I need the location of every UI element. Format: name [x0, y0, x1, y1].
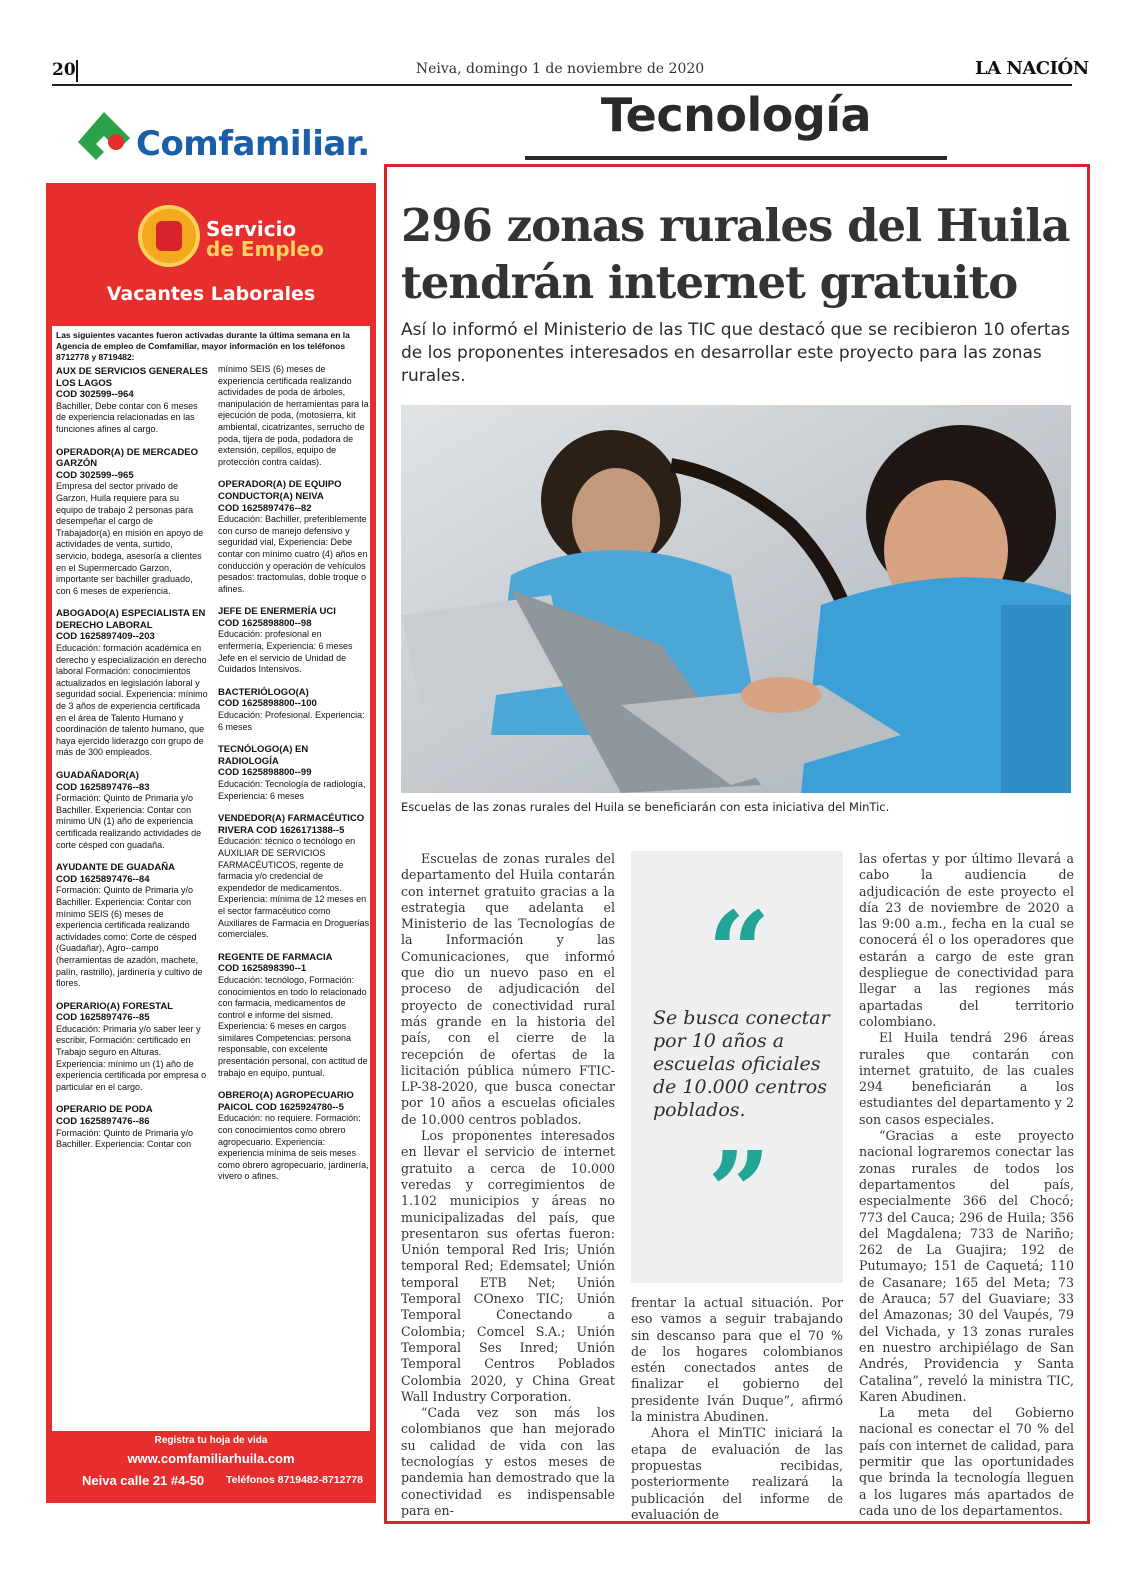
job-listing — [218, 687, 370, 733]
page-number-divider — [76, 60, 78, 82]
page-number: 20 — [52, 60, 76, 80]
job-description: Empresa del sector privado de Garzon, Huila requiere para su equipo de trabajo 2 personas para desempeñar el cargo de Trabajador(a) en misión en apoyo de actividades de venta, surtido, servicio, bodega, asesoría a clientes en el Supermercado Garzon, importante ser bachiller graduado, con 6 meses de experiencia. — [56, 481, 204, 596]
article-frame — [384, 164, 1090, 1524]
job-code: COD 302599--964 — [56, 389, 134, 401]
job-listing — [56, 1001, 208, 1094]
photo-caption: Escuelas de las zonas rurales del Huila se beneficiarán con esta iniciativa del MinTic. — [401, 800, 890, 814]
job-description: Educación: Tecnología de radiología, Experiencia: 6 meses — [218, 779, 366, 801]
pull-quote — [631, 851, 843, 1283]
job-code: COD 1625898800--99 — [218, 767, 312, 779]
job-title: OPERARIO(A) FORESTAL — [56, 1000, 173, 1012]
job-description: Educación: Profesional. Experiencia: 6 meses — [218, 710, 365, 732]
job-code: COD 1625898390--1 — [218, 963, 307, 975]
job-title: BACTERIÓLOGO(A) — [218, 686, 309, 698]
pull-quote-text: Se busca conectar por 10 años a escuelas oficiales de 10.000 centros poblados. — [653, 1007, 830, 1121]
ad-intro: Las siguientes vacantes fueron activadas durante la última semana en la Agencia de empleo de Comfamiliar, mayor información en los teléfonos 8712778 y 8719482: — [56, 330, 350, 362]
job-listing — [56, 770, 208, 851]
header-rule — [52, 84, 1072, 86]
job-code: COD 1625897476--82 — [218, 502, 312, 514]
section-rule — [525, 156, 947, 160]
job-code: COD 1625897476--83 — [56, 781, 150, 793]
job-listing — [218, 952, 370, 1080]
job-listing — [218, 364, 370, 468]
job-description: Formación: Quinto de Primaria y/o Bachiller. Experiencia: Contar con — [56, 1127, 194, 1150]
article-paragraph: Los proponentes interesados en llevar el servicio de internet gratuito a cerca de 10.000 veredas y corregimientos de 1.102 municipios y áreas no municipalizadas del país, que presentaron sus ofertas fueron: Unión temporal Red Iris; Unión temporal Red; Edemsatel; Unión temporal ETB Net; Unión Temporal COnexo TIC; Unión Temporal Conectando a Colombia; Comcel S.A.; Unión Temporal Ses Inred; Unión Temporal Centros Poblados Colombia 2020, y China Great Wall Industry Corporation. — [401, 1128, 615, 1404]
dateline: Neiva, domingo 1 de noviembre de 2020 — [415, 61, 705, 77]
job-description: Educación: profesional en enfermería, Experiencia: 6 meses Jefe en el servicio de Unidad de Cuidados Intensivos. — [218, 629, 353, 675]
job-listing — [218, 606, 370, 676]
job-code: COD 1625897476--85 — [56, 1012, 150, 1024]
comfamiliar-logo-icon — [74, 108, 134, 168]
masthead-logo: LA NACIÓN — [975, 58, 1089, 79]
job-listing — [56, 447, 208, 598]
job-vacancies-ad — [46, 183, 376, 1503]
job-description: Formación: Quinto de Primaria y/o Bachiller. Experiencia: Contar con mínimo SEIS (6) meses de experiencia certificada realizando actividades como: Corte de césped (Guadañar), Agro--campo (herramientas de azadón, machete, palín, rastrillo), jardinería y cultivo de flores. — [56, 885, 203, 989]
job-listing — [218, 744, 370, 802]
job-title: GUADAÑADOR(A) — [56, 770, 139, 781]
article-paragraph: frentar la actual situación. Por eso vamos a seguir trabajando sin descanso para que el 70 % de los hogares colombianos estén conectados antes de finalizar el gobierno del presidente Iván Duque”, afirmó la ministra Abudinen. — [631, 1295, 843, 1425]
job-title: ABOGADO(A) ESPECIALISTA EN DERECHO LABORAL — [56, 608, 206, 631]
article-column-2 — [631, 1295, 843, 1523]
job-listing — [218, 813, 370, 941]
article-paragraph: El Huila tendrá 296 áreas rurales que contarán con internet gratuito, de las cuales 294 beneficiarán a los estudiantes del departamento y 2 son casos especiales. — [859, 1030, 1074, 1127]
comfamiliar-logo-text: Comfamiliar. — [136, 124, 370, 164]
job-description: Bachiller, Debe contar con 6 meses de experiencia relacionadas en las funciones afines al cargo. — [56, 400, 198, 434]
job-title: TECNÓLOGO(A) EN RADIOLOGÍA — [218, 744, 309, 767]
ad-title: Vacantes Laborales — [106, 283, 316, 305]
job-code: COD 1625898800--98 — [218, 617, 312, 629]
article-column-3 — [859, 851, 1074, 1519]
job-code: COD 1625897476--86 — [56, 1116, 150, 1128]
job-description: Educación: Primaria y/o saber leer y escribir, Formación: certificado en Trabajo seguro en Alturas. Experiencia: mínimo un (1) año de experiencia certificada por empresa o particular en el cargo. — [56, 1023, 207, 1092]
job-title: OPERARIO DE PODA — [56, 1104, 153, 1116]
ad-body — [52, 326, 370, 1431]
ad-website-link[interactable]: www.comfamiliarhuila.com — [127, 1451, 295, 1466]
quote-open-icon: “ — [707, 887, 771, 1016]
job-description: Educación: no requiere. Formación: con conocimientos como obrero agropecuario. Experiencia: experiencia mínima de seis meses como obrero agropecuario, jardinería, vivero o afines. — [218, 1113, 369, 1182]
ad-service-label-2: de Empleo — [206, 237, 324, 261]
job-title: JEFE DE ENERMERÍA UCI — [218, 606, 336, 618]
job-code: COD 1625898800--100 — [218, 698, 317, 710]
job-title: REGENTE DE FARMACIA — [218, 951, 333, 963]
article-paragraph: “Cada vez son más los colombianos que han mejorado su calidad de vida con las tecnologías y estos meses de pandemia han demostrado que la conectividad es indispensable para en- — [401, 1405, 615, 1518]
job-description: mínimo SEIS (6) meses de experiencia certificada realizando actividades de poda de árboles, manipulación de herramientas para la ejecución de poda, (motosierra, kit ambiental, cicatrizantes, serrucho de poda, tijera de poda, podadora de extensión, cepillos, equipo de protección contra caídas). — [218, 364, 369, 467]
ad-cv-cta: Registra tu hoja de vida — [154, 1435, 268, 1446]
article-paragraph: La meta del Gobierno nacional es conectar el 70 % del país con internet de calidad, para permitir que las oportunidades que brinda la tecnología lleguen a los lugares más apartados de cada uno de los departamentos. — [859, 1405, 1074, 1518]
job-code: COD 302599--965 — [56, 469, 134, 481]
job-listing — [56, 366, 208, 436]
article-paragraph: Ahora el MinTIC iniciará la etapa de evaluación de las propuestas recibidas, posteriormente realizará la publicación del informe de evaluación de — [631, 1425, 843, 1522]
job-description: Educación: formación académica en derecho y especialización en derecho laboral Formación: conocimientos actualizados en legislación laboral y seguridad social. Experiencia: mínimo de 3 años de experiencia certificada en el área de Talento Humano y coordinación de talento humano, que haya ejercido liderazgo con grupo de más de 300 empleados. — [56, 643, 208, 758]
job-listing — [218, 479, 370, 595]
job-description: Educación: tecnólogo, Formación: conocimientos en todo lo relacionado con farmacia, medicamentos de control e informe del sismed. Experiencia: 6 meses en cargos similares Competencias: persona responsable, con excelente presentación personal, con actitud de trabajo en equipo, puntual. — [218, 974, 368, 1078]
job-code: COD 1625897409--203 — [56, 631, 155, 643]
article-deck: Así lo informó el Ministerio de las TIC que destacó que se recibieron 10 ofertas de los proponentes interesados en desarrollar este proyecto para las zonas rurales. — [401, 320, 1070, 386]
job-description: Formación: Quinto de Primaria y/o Bachiller. Experiencia: Contar con mínimo UN (1) año de experiencia certificada realizando actividades de corte césped con guadaña. — [56, 793, 202, 850]
job-listing — [218, 1090, 370, 1183]
article-paragraph: Escuelas de zonas rurales del departamento del Huila contarán con internet gratuito gracias a la estrategia que adelanta el Ministerio de las Tecnologías de la Información y las Comunicaciones, que informó que dio un nuevo paso en el proceso de adjudicación del proyecto de conectividad rural más grande en la historia del país, con el cierre de la recepción de ofertas de la licitación pública número FTIC-LP-38-2020, que busca conectar por 10 años a escuelas oficiales de 10.000 centros poblados. — [401, 851, 615, 1127]
job-listing — [56, 862, 208, 990]
job-title: AYUDANTE DE GUADAÑA — [56, 862, 175, 874]
section-title: Tecnología — [600, 88, 872, 142]
job-description: Educación: Bachiller, preferiblemente con curso de manejo defensivo y seguridad vial, Experiencia: Debe contar con mínimo cuatro (4) años en conducción y operación de vehículos pesados: tractomulas, doble troque o afines. — [218, 514, 368, 594]
ad-service-label-1: Servicio — [206, 217, 297, 241]
job-listing — [56, 608, 208, 759]
ad-address: Neiva calle 21 #4-50 — [82, 1473, 205, 1488]
quote-close-icon: ” — [707, 1127, 771, 1256]
job-description: Educación: técnico o tecnólogo en AUXILIAR DE SERVICIOS FARMACÉUTICOS, regente de farmacia y/o credencial de expendedor de medicamentos. Experiencia: mínima de 12 meses en el sector farmacéutico como Auxiliares de Farmacia en Droguerías comerciales. — [218, 836, 370, 940]
job-code: COD 1625897476--84 — [56, 873, 150, 885]
employment-service-icon — [138, 205, 200, 267]
job-listing — [56, 1104, 208, 1150]
ad-jobs-right-column — [218, 364, 370, 1194]
ad-phones: Teléfonos 8719482-8712778 — [226, 1474, 363, 1486]
article-headline: 296 zonas rurales del Huila tendrán internet gratuito — [401, 199, 1070, 309]
article-paragraph: “Gracias a este proyecto nacional lograremos conectar las zonas rurales de todos los departamentos del país, especialmente 366 del Chocó; 773 del Cauca; 296 de Huila; 356 del Magdalena; 733 de Nariño; 262 de La Guajira; 192 de Putumayo; 151 de Caquetá; 110 de Casanare; 165 del Meta; 73 de Arauca; 57 del Guaviare; 33 del Amazonas; 30 del Vaupés, 79 del Vichada, y 13 zonas rurales en nuestro archipiélago de San Andrés, Providencia y Santa Catalina”, reveló la ministra TIC, Karen Abudinen. — [859, 1128, 1074, 1404]
article-photo — [401, 405, 1071, 793]
job-title: OPERADOR(A) DE EQUIPO CONDUCTOR(A) NEIVA — [218, 479, 342, 502]
article-column-1 — [401, 851, 615, 1519]
job-title: OPERADOR(A) DE MERCADEO GARZÓN — [56, 446, 198, 470]
article-paragraph: las ofertas y por último llevará a cabo la audiencia de adjudicación de este proyecto el día 23 de noviembre de 2020 a las 9:00 a.m., fecha en la cual se conocerá él o los operadores que estarán a cargo de este gran despliegue de conectividad para llegar a las regiones más apartadas del territorio colombiano. — [859, 851, 1074, 1029]
job-title: VENDEDOR(A) FARMACÉUTICO RIVERA COD 1626171388--5 — [218, 813, 365, 836]
job-title: AUX DE SERVICIOS GENERALES LOS LAGOS — [56, 366, 208, 389]
ad-jobs-left-column — [56, 366, 208, 1162]
job-title: OBRERO(A) AGROPECUARIO PAICOL COD 1625924780--5 — [218, 1090, 354, 1113]
